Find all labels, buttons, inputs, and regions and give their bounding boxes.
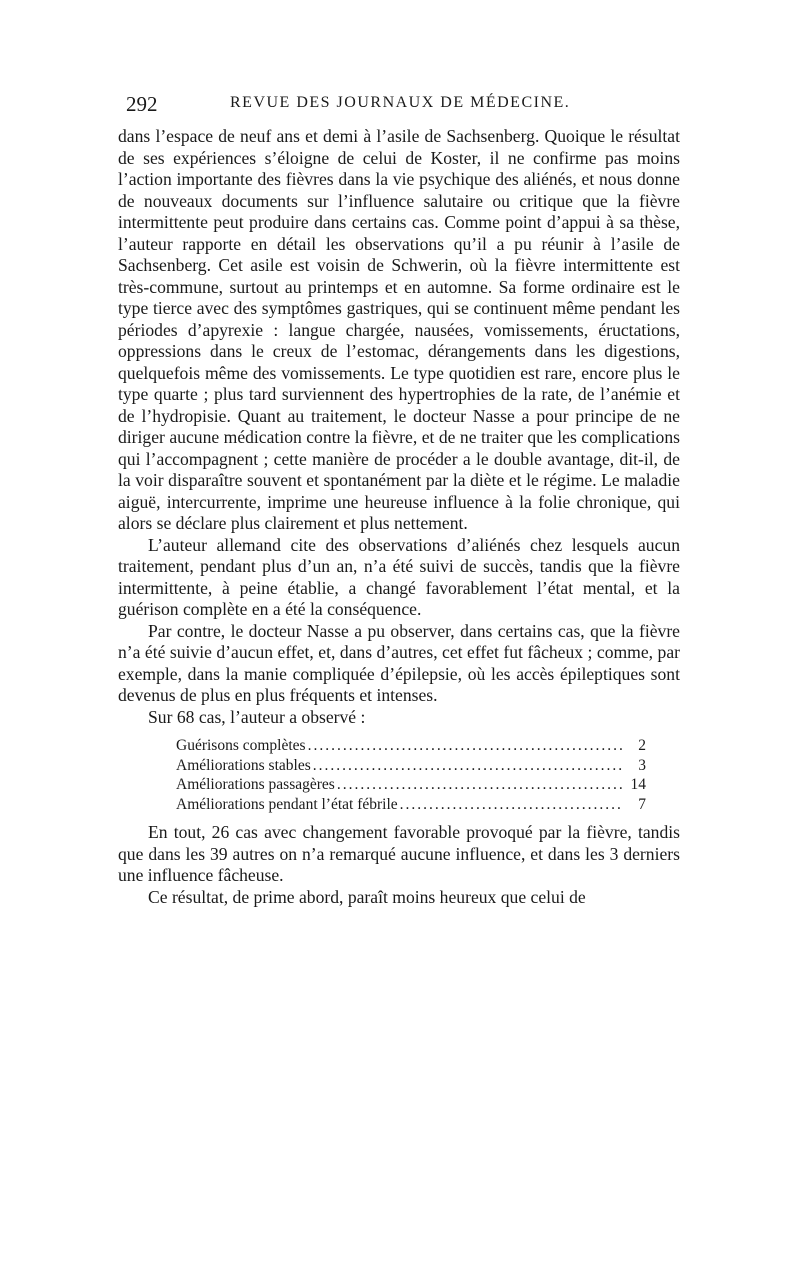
paragraph-6: Ce résultat, de prime abord, paraît moins heureux que celui de	[148, 886, 586, 907]
book-page	[118, 92, 680, 908]
dot-leader	[337, 775, 622, 795]
result-label: Guérisons complètes	[176, 737, 306, 754]
paragraph-4: Sur 68 cas, l’auteur a observé :	[148, 706, 366, 727]
result-label: Améliorations pendant l’état fébrile	[176, 795, 398, 813]
result-value: 3	[638, 756, 646, 774]
result-row	[176, 756, 646, 776]
running-title: REVUE DES JOURNAUX DE MÉDECINE.	[230, 94, 571, 111]
result-row	[176, 795, 646, 815]
result-row	[176, 775, 646, 795]
paragraph-1: dans l’espace de neuf ans et demi à l’asile de Sachsenberg. Quoique le résultat de ses expériences s’éloigne de celui de Koster, il ne confirme pas moins l’action importante des fièvres dans la vie psychique des aliénés, et nous donne de nouveaux documents sur l’influence salutaire ou critique que la fièvre intermittente peut produire dans certains cas. Comme point d’appui à sa thèse, l’auteur rapporte en détail les observations qu’il a pu réunir à l’asile de Sachsenberg. Cet asile est voisin de Schwerin, où la fièvre intermittente est très-commune, surtout au printemps et en automne. Sa forme ordinaire est le type tierce avec des symptômes gastriques, qui se continuent même pendant les périodes d’apyrexie : langue chargée, nausées, vomissements, éructations, oppressions dans le creux de l’estomac, dérangements dans les digestions, quelquefois même des vomissements. Le type quotidien est rare, encore plus le type quarte ; plus tard surviennent des hypertrophies de la rate, de l’anémie et de l’hydropisie. Quant au traitement, le docteur Nasse a pour principe de ne diriger aucune médication contre la fièvre, et de ne traiter que les complications qui l’accompagnent ; cette manière de procéder a le double avantage, dit-il, de la voir disparaître souvent et spontanément par la diète et le régime. Le maladie aiguë, intercurrente, imprime une heureuse influence à la folie chronique, qui alors se déclare plus clairement et plus nettement.	[118, 126, 680, 533]
dot-leader	[308, 736, 622, 756]
results-list	[176, 736, 646, 814]
result-value: 14	[630, 776, 646, 793]
result-value: 2	[638, 737, 646, 754]
dot-leader	[313, 756, 622, 776]
paragraph-5: En tout, 26 cas avec changement favorable provoqué par la fièvre, tandis que dans les 39 autres on n’a remarqué aucune influence, et dans les 3 derniers une influence fâcheuse.	[118, 822, 680, 885]
dot-leader	[400, 795, 622, 815]
result-value: 7	[638, 795, 646, 813]
paragraph-3: Par contre, le docteur Nasse a pu observer, dans certains cas, que la fièvre n’a été suivie d’aucun effet, et, dans d’autres, cet effet fut fâcheux ; comme, par exemple, dans la manie compliquée d’épilepsie, où les accès épileptiques sont devenus de plus en plus fréquents et intenses.	[118, 620, 680, 705]
paragraph-2: L’auteur allemand cite des observations d’aliénés chez lesquels aucun traitement, pendant plus d’un an, n’a été suivi de succès, tandis que la fièvre intermittente, à peine établie, a changé favorablement l’état mental, et la guérison complète en a été la conséquence.	[118, 534, 680, 619]
page-header	[118, 92, 680, 126]
result-label: Améliorations stables	[176, 756, 311, 774]
page-body	[118, 126, 680, 908]
result-label: Améliorations passagères	[176, 776, 335, 793]
result-row	[176, 736, 646, 756]
page-number: 292	[126, 92, 158, 116]
